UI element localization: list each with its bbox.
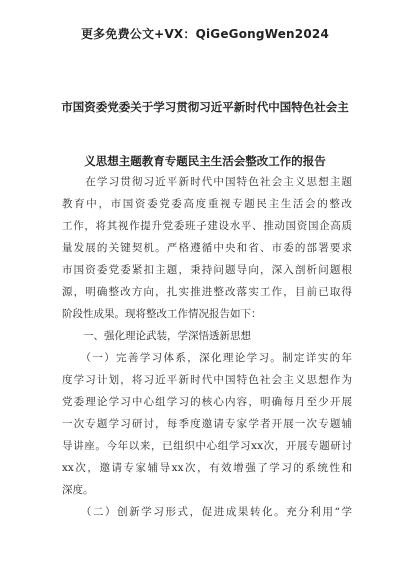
paragraph-line: 源，明确整改方向，扎实推进整改落实工作，目前已取得	[62, 286, 352, 298]
promo-header: 更多免费公文+VX：QiGeGongWen2024	[80, 27, 329, 41]
paragraph-line: 一次专题学习研讨，每季度邀请专家学者开展一次专题辅	[62, 418, 352, 430]
section-heading: 一、强化理论武装，学深悟透新思想	[62, 330, 251, 342]
paragraph-line: 深度。	[62, 484, 94, 496]
paragraph-line: 工作，将其视作提升党委班子建设水平、推动国资国企高质	[62, 220, 352, 232]
paragraph-line: xx次，邀请专家辅导xx次，有效增强了学习的系统性和	[62, 462, 352, 474]
paragraph-line: 量发展的关键契机。严格遵循中央和省、市委的部署要求	[62, 242, 352, 254]
paragraph-line: （二）创新学习形式，促进成果转化。充分利用“学	[62, 506, 352, 518]
paragraph-line: 阶段性成果。现将整改工作情况报告如下：	[62, 308, 262, 320]
paragraph-line: 教育中，市国资委党委高度重视专题民主生活会的整改	[62, 198, 352, 210]
paragraph-line: 党委理论学习中心组学习的核心内容，明确每月至少开展	[62, 396, 352, 408]
paragraph-line: （一）完善学习体系，深化理论学习。制定详实的年	[62, 352, 352, 364]
document-title-line-2: 义思想主题教育专题民主生活会整改工作的报告	[84, 154, 326, 168]
paragraph-line: 市国资委党委紧扣主题，秉持问题导向，深入剖析问题根	[62, 264, 352, 276]
document-title-line-1: 市国资委党委关于学习贯彻习近平新时代中国特色社会主	[61, 100, 349, 114]
paragraph-line: 度学习计划，将习近平新时代中国特色社会主义思想作为	[62, 374, 352, 386]
paragraph-line: 导讲座。今年以来，已组织中心组学习xx次，开展专题研讨	[62, 440, 352, 452]
paragraph-line: 在学习贯彻习近平新时代中国特色社会主义思想主题	[62, 176, 352, 188]
